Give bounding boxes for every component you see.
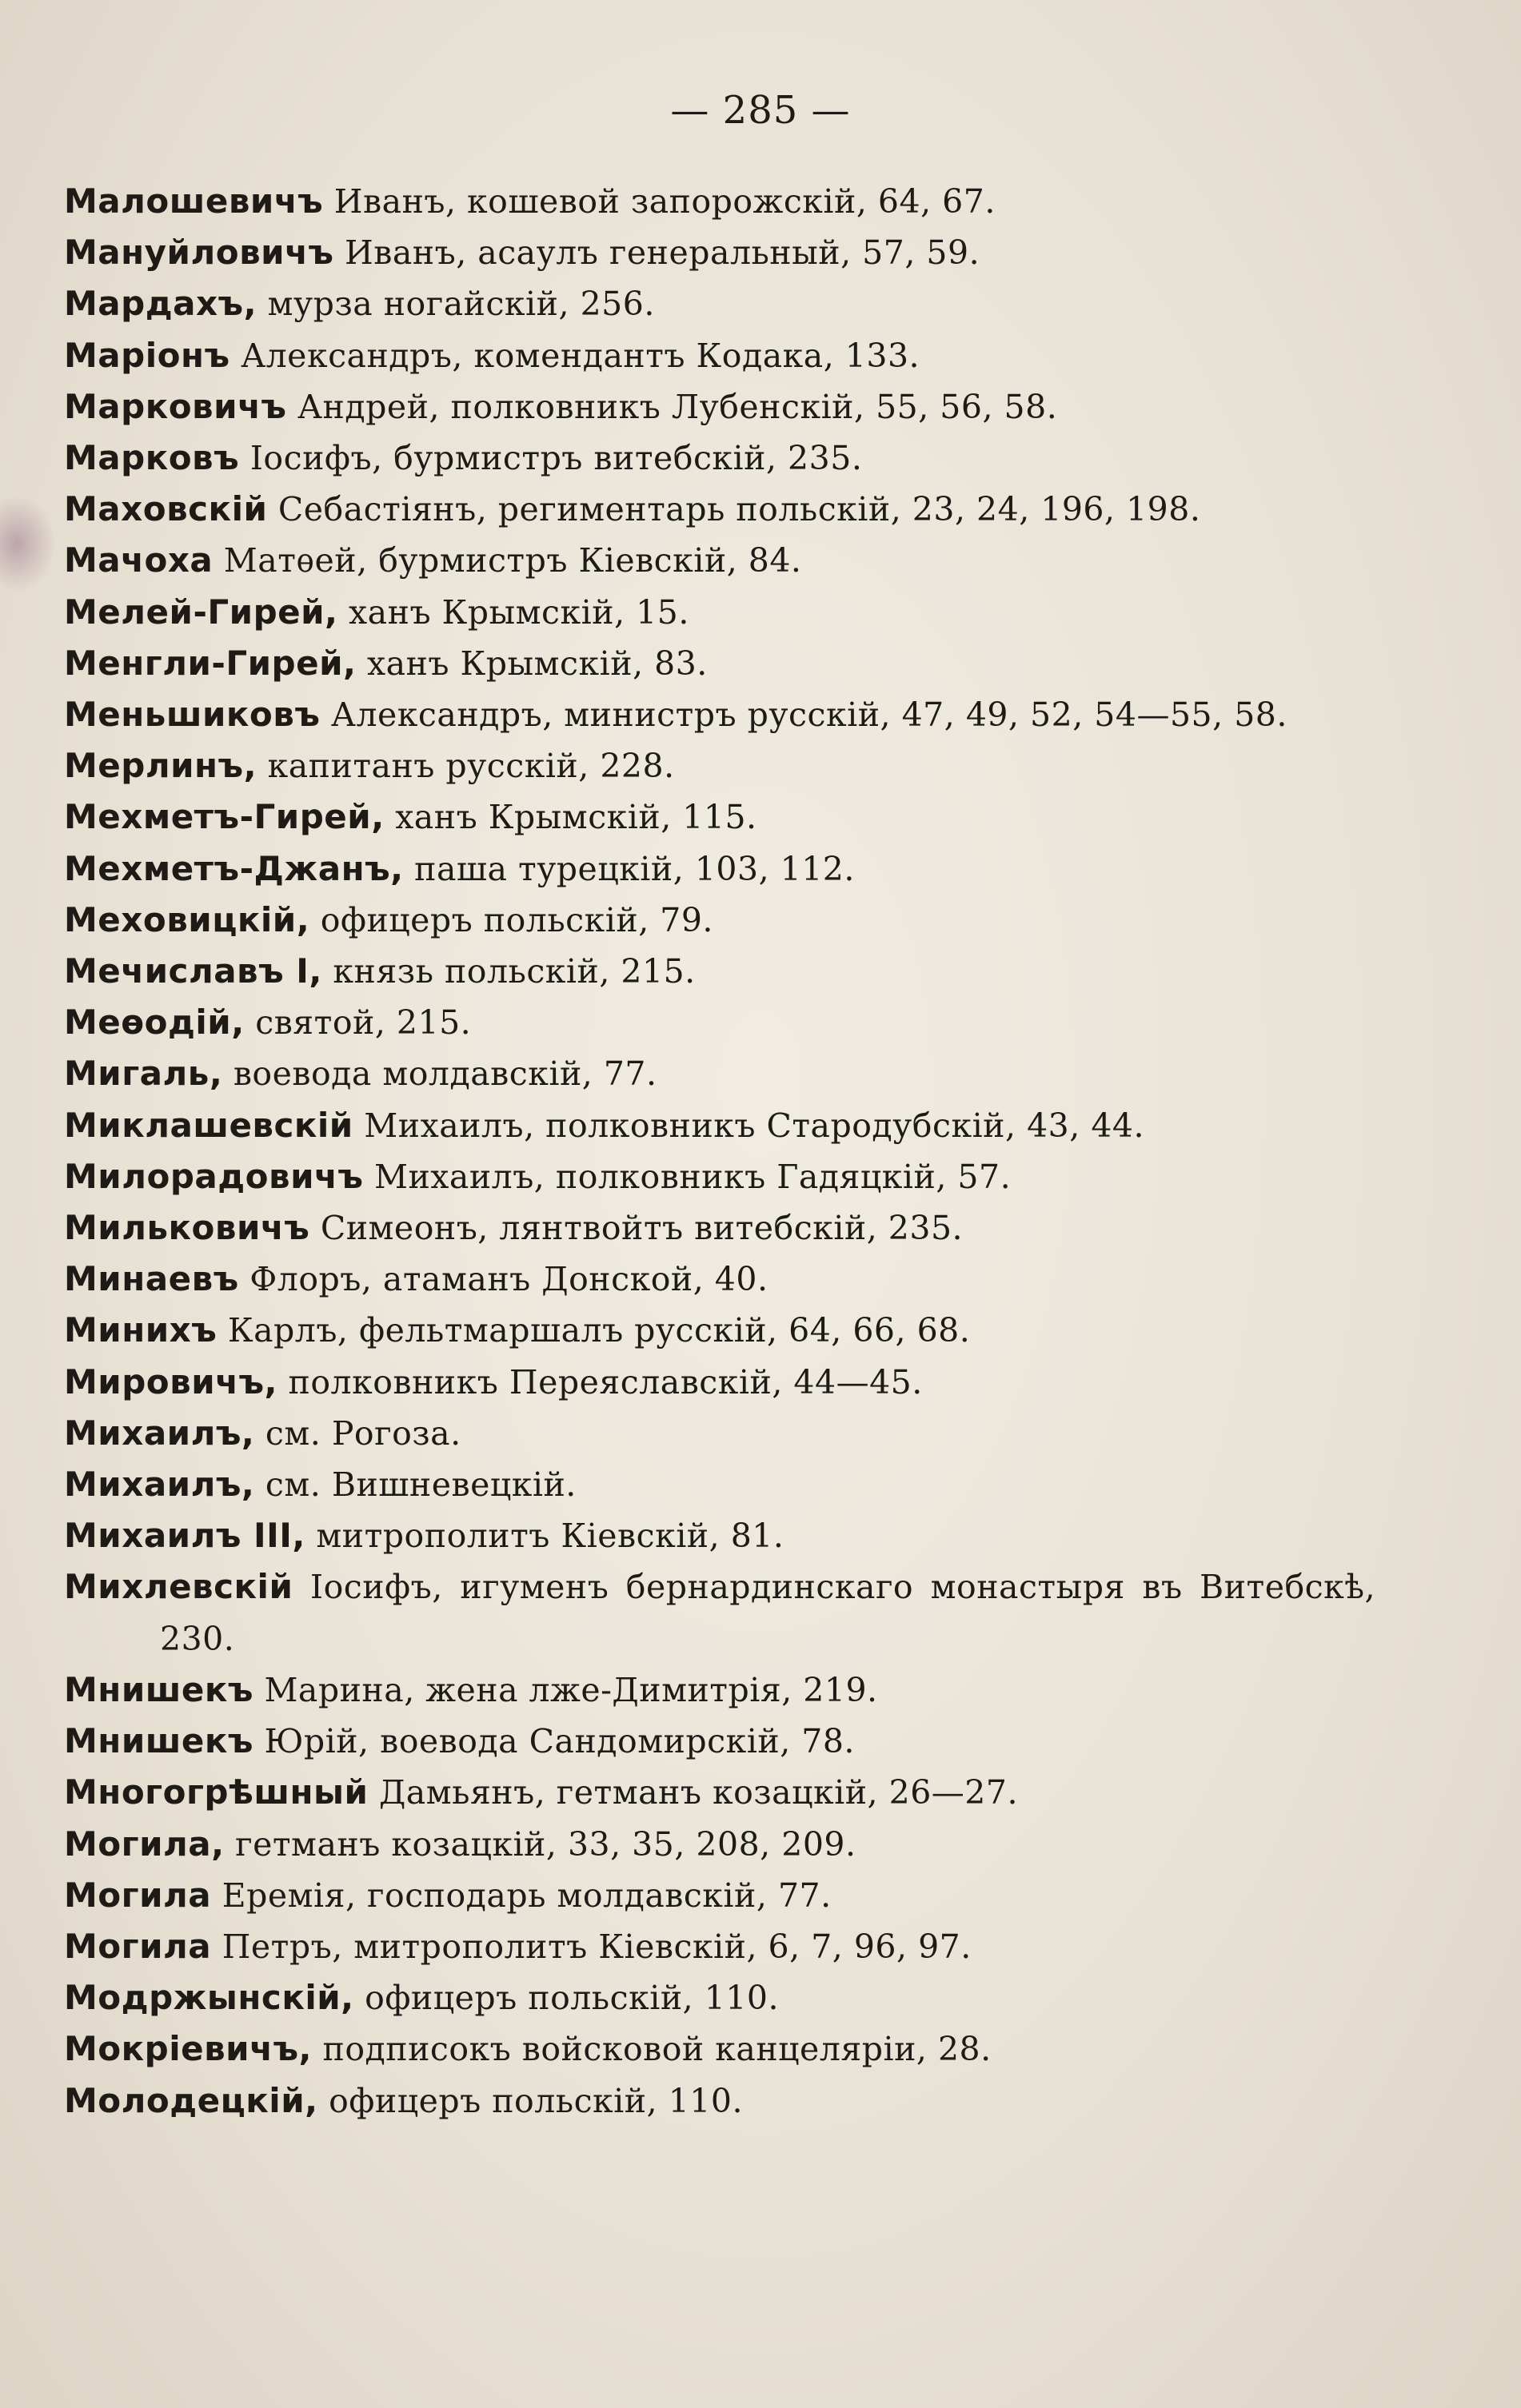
index-entry [64,1408,1375,1459]
entry-description: Іосифъ, игуменъ бернардинскаго монастыря въ Витебскѣ, 230. [160,1568,1375,1658]
entry-description: Іосифъ, бурмистръ витебскій, 235. [239,439,863,478]
entry-description: Андрей, полковникъ Лубенскій, 55, 56, 58. [286,387,1058,426]
entry-description: Михаилъ, полковникъ Гадяцкій, 57. [363,1157,1012,1196]
entry-headword: Модржынскій, [64,1978,354,2018]
entry-description: Юрій, воевода Сандомирскій, 78. [253,1722,855,1761]
entry-description: подписокъ войсковой канцеляріи, 28. [311,2030,992,2069]
entry-headword: Мнишекъ [64,1721,254,1761]
entry-description: Александръ, комендантъ Кодака, 133. [230,336,920,375]
index-entry [64,587,1375,638]
entry-description: Дамьянъ, гетманъ козацкій, 26—27. [368,1773,1018,1812]
index-entry [64,2023,1375,2075]
index-entry [64,2075,1375,2127]
entry-headword: Маріонъ [64,335,230,375]
entry-description: см. Рогоза. [254,1413,461,1453]
entry-headword: Марковъ [64,438,240,478]
entry-headword: Минихъ [64,1310,218,1350]
entry-description: Карлъ, фельтмаршалъ русскій, 64, 66, 68. [217,1311,971,1350]
entry-headword: Михаилъ III, [64,1516,305,1556]
index-entry [64,1100,1375,1151]
entry-description: офицеръ польскій, 110. [353,1979,780,2018]
index-entry [64,227,1375,278]
entry-headword: Меѳодій, [64,1003,245,1043]
entry-description: Матѳей, бурмистръ Кіевскій, 84. [213,541,802,580]
entry-headword: Мехметъ-Джанъ, [64,848,404,888]
index-entry [64,1819,1375,1870]
entry-description: полковникъ Переяславскій, 44—45. [277,1362,923,1401]
index-entry [64,946,1375,997]
entry-description: Себастіянъ, региментарь польскій, 23, 24, 196, 198. [267,490,1201,529]
entry-description: ханъ Крымскій, 15. [337,592,689,632]
index-entry [64,1151,1375,1202]
index-entry [64,843,1375,895]
entry-description: капитанъ русскій, 228. [257,747,675,786]
entry-headword: Могила [64,1875,212,1915]
index-entry [64,791,1375,843]
index-entry [64,1767,1375,1818]
entry-description: мурза ногайскій, 256. [257,285,655,324]
entry-description: князь польскій, 215. [321,952,696,991]
entry-headword: Мнишекъ [64,1669,254,1709]
index-entry [64,1254,1375,1305]
entry-description: паша турецкій, 103, 112. [403,849,855,888]
entry-description: Иванъ, асаулъ генеральный, 57, 59. [333,233,980,273]
index-entry [64,1921,1375,1972]
entry-description: офицеръ польскій, 79. [309,900,713,939]
entry-headword: Мехметъ-Гирей, [64,797,385,837]
entry-description: святой, 215. [244,1003,472,1043]
page-stain [0,496,56,592]
entry-description: митрополитъ Кіевскій, 81. [305,1517,784,1556]
entry-headword: Михаилъ, [64,1465,255,1505]
entry-description: ханъ Крымскій, 115. [384,798,757,837]
index-entry [64,895,1375,946]
entry-description: Александръ, министръ русскій, 47, 49, 52, 54—55, 58. [320,696,1287,735]
entry-headword: Марковичъ [64,386,287,426]
entry-headword: Минаевъ [64,1259,239,1299]
entry-description: Петръ, митрополитъ Кіевскій, 6, 7, 96, 97. [211,1927,972,1966]
entry-headword: Мелей-Гирей, [64,592,338,632]
index-entry [64,997,1375,1048]
entry-headword: Мировичъ, [64,1361,277,1401]
entry-headword: Мануйловичъ [64,233,334,273]
entry-headword: Могила, [64,1824,225,1864]
index-entry [64,1716,1375,1767]
index-entry [64,381,1375,433]
index-entry [64,1664,1375,1716]
entry-description: Марина, жена лже-Димитрія, 219. [253,1670,878,1709]
index-entry [64,1870,1375,1921]
entry-headword: Мардахъ, [64,284,257,324]
index-entry [64,1357,1375,1408]
entry-headword: Мильковичъ [64,1208,310,1248]
entry-headword: Мачоха [64,540,214,580]
entry-description: Михаилъ, полковникъ Стародубскій, 43, 44. [353,1106,1145,1145]
index-entry [64,1561,1375,1664]
entry-headword: Миклашевскій [64,1105,353,1145]
entry-description: офицеръ польскій, 110. [317,2081,743,2120]
entry-description: воевода молдавскій, 77. [222,1054,657,1094]
entry-headword: Мерлинъ, [64,746,257,786]
index-entry [64,740,1375,791]
page-number: — 285 — [670,88,851,133]
entry-headword: Михлевскій [64,1567,293,1607]
entry-headword: Могила [64,1926,212,1966]
index-entry [64,1202,1375,1254]
index-entry [64,1048,1375,1099]
entry-headword: Менгли-Гирей, [64,643,357,683]
entry-description: Флоръ, атаманъ Донской, 40. [238,1260,768,1299]
index-entry [64,278,1375,329]
entry-headword: Милорадовичъ [64,1156,364,1196]
index-entry [64,535,1375,586]
entry-description: Еремія, господарь молдавскій, 77. [211,1876,832,1915]
entry-description: Иванъ, кошевой запорожскій, 64, 67. [323,182,996,221]
entry-headword: Мечиславъ I, [64,951,322,991]
entry-headword: Многогрѣшный [64,1772,369,1812]
entry-headword: Михаилъ, [64,1413,255,1453]
entry-headword: Мокріевичъ, [64,2029,312,2069]
index-entry [64,689,1375,740]
index-entry [64,1972,1375,2023]
entry-headword: Малошевичъ [64,181,324,221]
entry-headword: Мигаль, [64,1054,223,1094]
entry-headword: Маховскій [64,489,268,529]
entry-description: гетманъ козацкій, 33, 35, 208, 209. [224,1824,856,1864]
index-entry [64,1459,1375,1510]
index-entry [64,638,1375,689]
entry-headword: Меньшиковъ [64,695,321,735]
entry-description: ханъ Крымскій, 83. [356,644,708,683]
entry-headword: Молодецкій, [64,2080,318,2120]
index-entry [64,1305,1375,1356]
index-entry [64,1510,1375,1561]
index-entry [64,330,1375,381]
entry-headword: Меховицкій, [64,899,310,939]
entry-description: Симеонъ, лянтвойтъ витебскій, 235. [309,1209,964,1248]
index-entry [64,433,1375,484]
index-entry [64,176,1375,227]
entry-description: см. Вишневецкій. [254,1465,577,1505]
index-entry [64,484,1375,535]
index-entries [64,176,1375,2127]
